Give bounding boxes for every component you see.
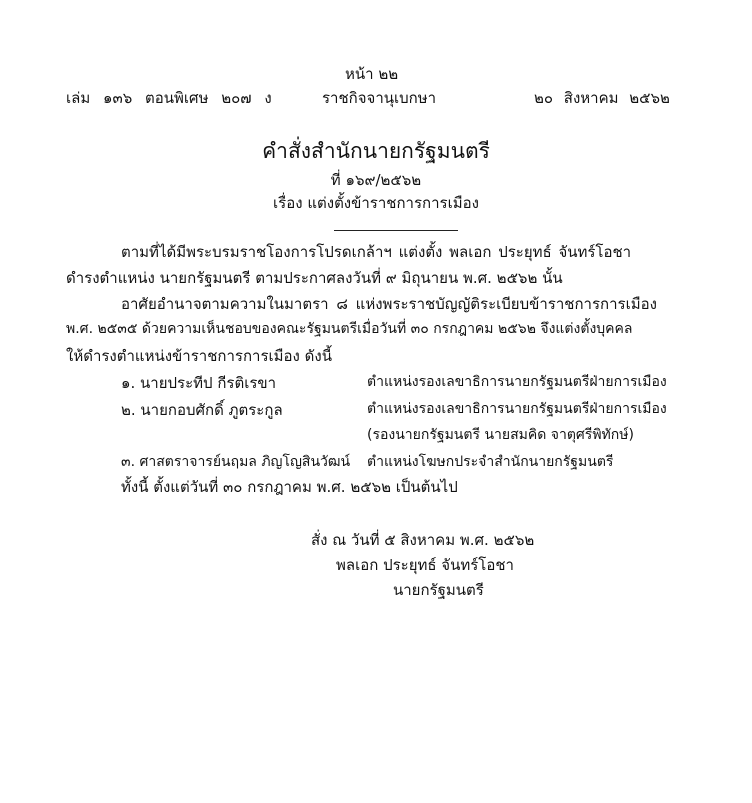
appointee-2-note: (รองนายกรัฐมนตรี นายสมคิด จาตุศรีพิทักษ์) xyxy=(367,427,634,443)
appointee-2-name: ๒. นายกอบศักดิ์ ภูตระกูล xyxy=(121,401,283,419)
paragraph-1-line-1: ตามที่ได้มีพระบรมราชโองการโปรดเกล้าฯ แต่งตั้ง พลเอก ประยุทธ์ จันทร์โอชา xyxy=(121,243,632,261)
volume-issue: เล่ม ๑๓๖ ตอนพิเศษ ๒๐๗ ง xyxy=(66,89,272,107)
publication-date: ๒๐ สิงหาคม ๒๕๖๒ xyxy=(534,89,670,107)
signatory-name: พลเอก ประยุทธ์ จันทร์โอชา xyxy=(336,556,514,574)
order-title: คำสั่งสำนักนายกรัฐมนตรี xyxy=(262,139,490,163)
appointee-3-position: ตำแหน่งโฆษกประจำสำนักนายกรัฐมนตรี xyxy=(367,454,614,470)
ordered-date: สั่ง ณ วันที่ ๕ สิงหาคม พ.ศ. ๒๕๖๒ xyxy=(311,531,535,549)
appointee-1-position: ตำแหน่งรองเลขาธิการนายกรัฐมนตรีฝ่ายการเมือง xyxy=(367,374,667,390)
signatory-title: นายกรัฐมนตรี xyxy=(393,581,484,599)
appointee-3-name: ๓. ศาสตราจารย์นฤมล ภิญโญสินวัฒน์ xyxy=(121,454,351,470)
page-number: หน้า ๒๒ xyxy=(345,65,399,83)
order-number: ที่ ๑๖๙/๒๕๖๒ xyxy=(330,171,422,189)
effective-date: ทั้งนี้ ตั้งแต่วันที่ ๓๐ กรกฎาคม พ.ศ. ๒๕๖๒ เป็นต้นไป xyxy=(121,478,458,496)
appointee-2-position: ตำแหน่งรองเลขาธิการนายกรัฐมนตรีฝ่ายการเมือง xyxy=(367,401,667,417)
paragraph-1-line-2: ดำรงตำแหน่ง นายกรัฐมนตรี ตามประกาศลงวันที่ ๙ มิถุนายน พ.ศ. ๒๕๖๒ นั้น xyxy=(66,269,563,287)
appointee-1-name: ๑. นายประทีป กีรติเรขา xyxy=(121,374,277,392)
paragraph-2-line-1: อาศัยอำนาจตามความในมาตรา ๘ แห่งพระราชบัญญัติระเบียบข้าราชการการเมือง xyxy=(121,295,657,313)
paragraph-2-line-3: ให้ดำรงตำแหน่งข้าราชการการเมือง ดังนี้ xyxy=(66,347,332,365)
paragraph-2-line-2: พ.ศ. ๒๕๓๕ ด้วยความเห็นชอบของคณะรัฐมนตรีเมื่อวันที่ ๓๐ กรกฎาคม ๒๕๖๒ จึงแต่งตั้งบุคคล xyxy=(66,321,633,337)
gazette-name: ราชกิจจานุเบกษา xyxy=(322,89,437,107)
order-subject: เรื่อง แต่งตั้งข้าราชการการเมือง xyxy=(273,194,479,212)
title-divider xyxy=(334,230,458,231)
